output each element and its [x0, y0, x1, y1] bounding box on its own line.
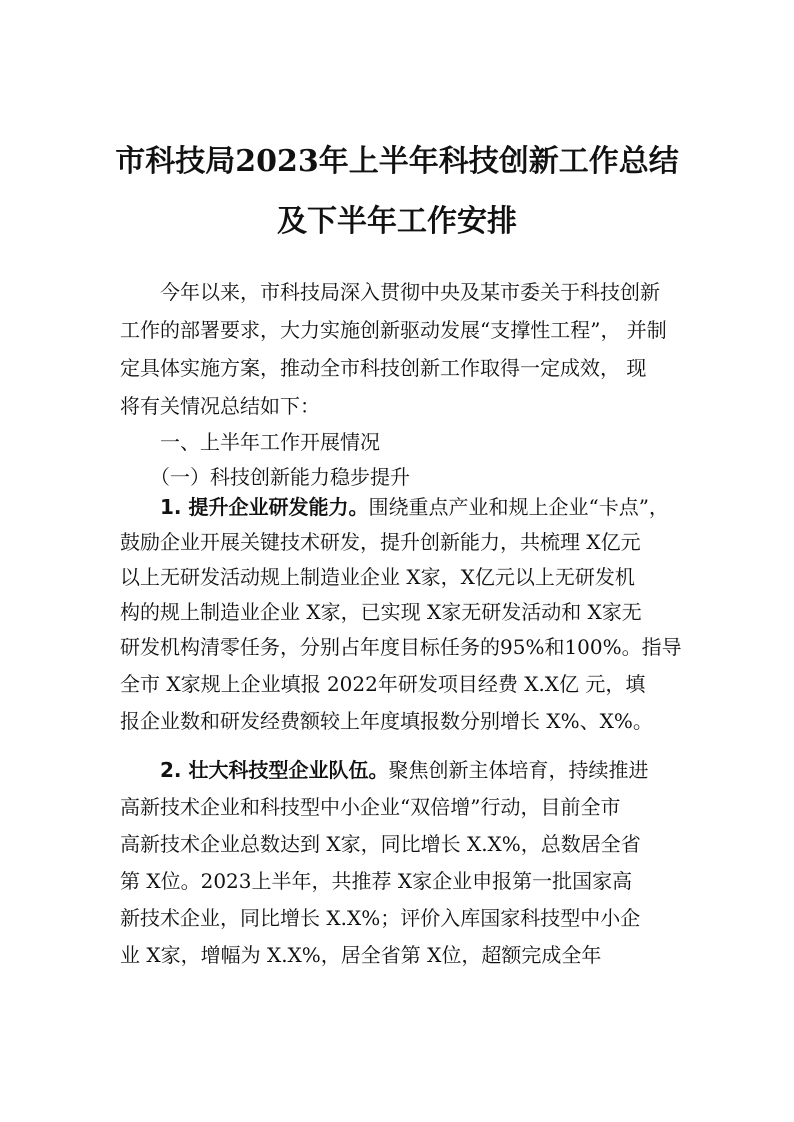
item-1-line-3: 以上无研发活动规上制造业企业 X家，X亿元以上无研发机 — [120, 565, 635, 589]
section-heading: 一、上半年工作开展情况 — [160, 430, 380, 454]
item-2-line-4: 第 X位。2023上半年，共推荐 X家企业申报第一批国家高 — [120, 869, 633, 893]
item-1-first-rest: 围绕重点产业和规上企业“卡点”， — [368, 495, 669, 519]
item-2-first-rest: 聚焦创新主体培育，持续推进 — [388, 758, 649, 782]
item-1-lead: 1. 提升企业研发能力。 — [160, 495, 369, 519]
item-1-line-2: 鼓励企业开展关键技术研发，提升创新能力，共梳理 X亿元 — [120, 530, 641, 554]
item-1-line-6: 全市 X家规上企业填报 2022年研发项目经费 X.X亿 元，填 — [120, 672, 646, 696]
item-1-first-line — [160, 493, 680, 521]
intro-line-1: 今年以来，市科技局深入贯彻中央及某市委关于科技创新 — [160, 280, 660, 304]
intro-line-4: 将有关情况总结如下： — [120, 394, 320, 418]
item-2-line-2: 高新技术企业和科技型中小企业“双倍增”行动，目前全市 — [120, 795, 621, 819]
item-1-line-5: 研发机构清零任务，分别占年度目标任务的95%和100%。指导 — [120, 635, 682, 659]
item-2-first-line — [160, 756, 680, 784]
document-title-line-2: 及下半年工作安排 — [277, 204, 517, 239]
intro-line-3: 定具体实施方案，推动全市科技创新工作取得一定成效， 现 — [120, 356, 647, 380]
item-1-line-7: 报企业数和研发经费额较上年度填报数分别增长 X%、X%。 — [120, 709, 653, 733]
document-title-line-1: 市科技局2023年上半年科技创新工作总结 — [115, 144, 679, 179]
item-2-lead: 2. 壮大科技型企业队伍。 — [160, 758, 389, 782]
item-2-line-6: 业 X家，增幅为 X.X%，居全省第 X位，超额完成全年 — [120, 943, 602, 967]
item-2-line-5: 新技术企业，同比增长 X.X%；评价入库国家科技型中小企 — [120, 906, 641, 930]
subsection-heading: （一）科技创新能力稳步提升 — [150, 465, 410, 489]
intro-line-2: 工作的部署要求，大力实施创新驱动发展“支撑性工程”， 并制 — [120, 318, 667, 342]
item-2-line-3: 高新技术企业总数达到 X家，同比增长 X.X%，总数居全省 — [120, 832, 641, 856]
item-1-line-4: 构的规上制造业企业 X家，已实现 X家无研发活动和 X家无 — [120, 600, 642, 624]
